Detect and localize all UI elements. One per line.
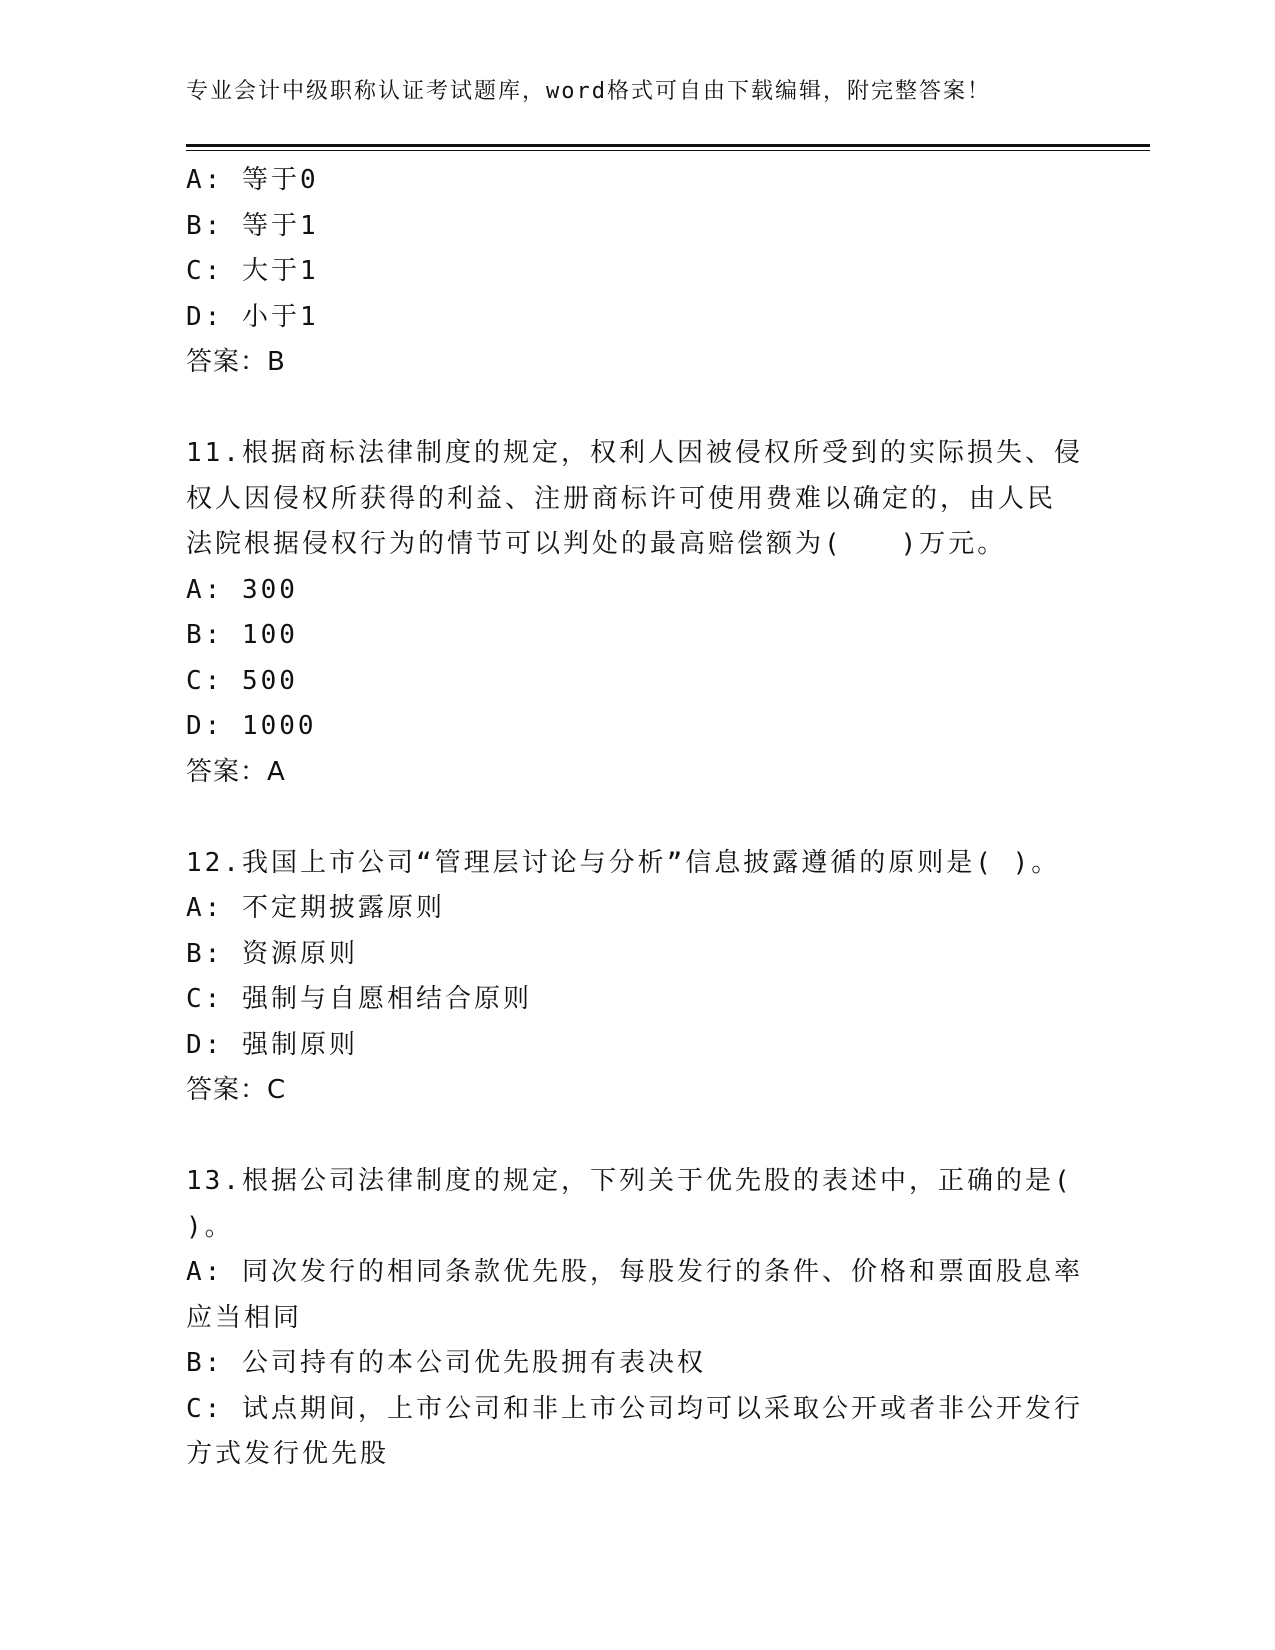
option-c: C: 强制与自愿相结合原则 bbox=[186, 984, 532, 1014]
question-11-stem bbox=[186, 431, 1086, 568]
option-a: A: 等于0 bbox=[186, 165, 319, 195]
page-header: 专业会计中级职称认证考试题库，word格式可自由下载编辑，附完整答案！ bbox=[186, 79, 991, 104]
stem-line: 权人因侵权所获得的利益、注册商标许可使用费难以确定的，由人民 bbox=[186, 483, 1057, 514]
header-rule-thick bbox=[186, 144, 1150, 147]
spacer bbox=[186, 795, 1086, 841]
option-c: C: 大于1 bbox=[186, 256, 319, 286]
question-11-answer: 答案：A bbox=[186, 756, 286, 787]
option-c-continued: 方式发行优先股 bbox=[186, 1439, 390, 1469]
option-c: C: 试点期间，上市公司和非上市公司均可以采取公开或者非公开发行 bbox=[186, 1393, 1083, 1424]
option-a-continued: 应当相同 bbox=[186, 1302, 303, 1333]
question-10-options bbox=[186, 158, 1086, 340]
spacer bbox=[186, 1114, 1086, 1160]
stem-line: 13.根据公司法律制度的规定，下列关于优先股的表述中，正确的是( bbox=[186, 1166, 1073, 1196]
option-b: B: 公司持有的本公司优先股拥有表决权 bbox=[186, 1348, 706, 1378]
option-b: B: 100 bbox=[186, 620, 298, 650]
option-b: B: 等于1 bbox=[186, 210, 319, 241]
stem-line: 11.根据商标法律制度的规定，权利人因被侵权所受到的实际损失、侵 bbox=[186, 438, 1083, 468]
question-10-answer: 答案：B bbox=[186, 347, 286, 377]
question-content bbox=[186, 158, 1086, 1478]
stem-line: 12.我国上市公司“管理层讨论与分析”信息披露遵循的原则是( )。 bbox=[186, 847, 1061, 878]
spacer bbox=[186, 386, 1086, 432]
option-d: D: 强制原则 bbox=[186, 1029, 358, 1060]
option-d: D: 小于1 bbox=[186, 301, 319, 332]
question-13-options bbox=[186, 1250, 1086, 1478]
option-a: A: 不定期披露原则 bbox=[186, 893, 445, 923]
question-12-answer: 答案：C bbox=[186, 1075, 287, 1105]
stem-line: )。 bbox=[186, 1211, 234, 1242]
question-13-stem bbox=[186, 1159, 1086, 1250]
option-d: D: 1000 bbox=[186, 711, 317, 741]
option-a: A: 同次发行的相同条款优先股，每股发行的条件、价格和票面股息率 bbox=[186, 1257, 1083, 1287]
option-b: B: 资源原则 bbox=[186, 938, 358, 969]
question-11-options bbox=[186, 568, 1086, 750]
question-12-stem bbox=[186, 841, 1086, 887]
option-c: C: 500 bbox=[186, 665, 298, 696]
question-12-options bbox=[186, 886, 1086, 1068]
option-a: A: 300 bbox=[186, 574, 298, 605]
stem-line: 法院根据侵权行为的情节可以判处的最高赔偿额为( )万元。 bbox=[186, 529, 1007, 559]
header-rule-thin bbox=[186, 150, 1150, 151]
